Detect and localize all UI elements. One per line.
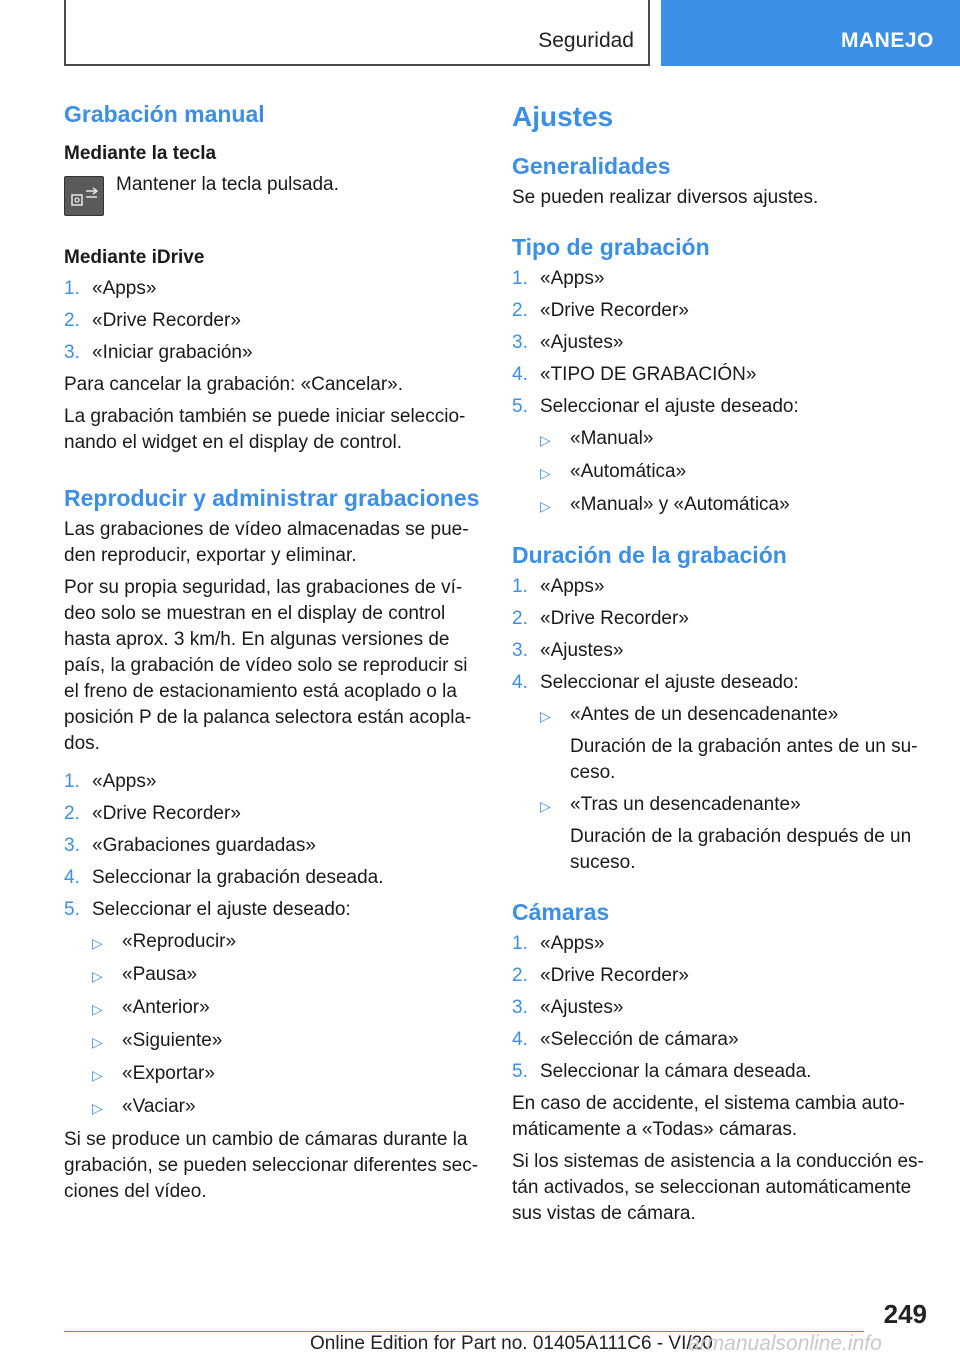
- list-item: 2. «Drive Recorder»: [64, 310, 241, 331]
- list-item: ▷ «Vaciar»: [92, 1094, 480, 1121]
- list-item: 2. «Drive Recorder»: [512, 300, 689, 321]
- list-item: 1. «Apps»: [512, 576, 605, 597]
- header-chapter-tab: [661, 0, 960, 66]
- triangle-bullet-icon: ▷: [540, 432, 551, 448]
- list-item: 4. Seleccionar el ajuste deseado:: [512, 672, 799, 693]
- triangle-bullet-icon: ▷: [540, 798, 551, 814]
- widget-text: La grabación también se puede iniciar seleccio‐ nando el widget en el display de control.: [64, 406, 466, 453]
- header-section-title: Seguridad: [538, 29, 634, 52]
- recording-type-title: Tipo de grabación: [512, 234, 710, 260]
- list-item: 3. «Ajustes»: [512, 997, 624, 1018]
- list-item: 1. «Apps»: [512, 268, 605, 289]
- list-item: 4. «Selección de cámara»: [512, 1029, 739, 1050]
- cancel-text: Para cancelar la grabación: «Cancelar».: [64, 374, 404, 395]
- list-item: 2. «Drive Recorder»: [64, 803, 241, 824]
- list-item: 5. Seleccionar la cámara deseada.: [512, 1061, 812, 1082]
- list-item: 1. «Apps»: [512, 933, 605, 954]
- list-item: 4. «TIPO DE GRABACIÓN»: [512, 364, 757, 385]
- playback-options: [92, 929, 480, 1121]
- footer-edition: Online Edition for Part no. 01405A111C6 - VI/20: [310, 1333, 713, 1354]
- triangle-bullet-icon: ▷: [92, 1001, 103, 1017]
- right-column: [512, 100, 932, 1249]
- duration-title: Duración de la grabación: [512, 542, 787, 568]
- settings-title: Ajustes: [512, 101, 614, 132]
- triangle-bullet-icon: ▷: [540, 465, 551, 481]
- playback-section: [64, 484, 480, 1205]
- list-item: ▷ «Automática»: [540, 459, 932, 486]
- triangle-bullet-icon: ▷: [92, 1100, 103, 1116]
- duration-steps: [512, 574, 932, 696]
- general-section: [512, 152, 932, 211]
- list-item: ▷ «Tras un desencadenante» Duración de la grabación después de un suceso.: [540, 792, 932, 876]
- list-item: 3. «Iniciar grabación»: [64, 342, 253, 363]
- list-item: 2. «Drive Recorder»: [512, 965, 689, 986]
- watermark: armanualsonline.info: [688, 1332, 882, 1355]
- list-item: 3. «Ajustes»: [512, 332, 624, 353]
- key-instruction: [64, 176, 480, 216]
- idrive-heading: Mediante iDrive: [64, 247, 205, 268]
- list-item: 3. «Grabaciones guardadas»: [64, 835, 316, 856]
- triangle-bullet-icon: ▷: [92, 968, 103, 984]
- playback-steps: [64, 769, 480, 923]
- list-item: 1. «Apps»: [64, 771, 157, 792]
- list-item: ▷ «Siguiente»: [92, 1028, 480, 1055]
- list-item: ▷ «Reproducir»: [92, 929, 480, 956]
- list-item: ▷ «Antes de un desencadenante» Duración de la grabación antes de un su‐ ceso.: [540, 702, 932, 786]
- duration-options: [540, 702, 932, 876]
- list-item: 5. Seleccionar el ajuste deseado:: [64, 899, 351, 920]
- page-number: 249: [883, 1299, 927, 1329]
- recording-type-options: [540, 426, 932, 519]
- list-item: 3. «Ajustes»: [512, 640, 624, 661]
- recording-type-section: [512, 233, 932, 519]
- accident-text: En caso de accidente, el sistema cambia auto‐ máticamente a «Todas» cámaras.: [512, 1093, 905, 1140]
- list-item: 2. «Drive Recorder»: [512, 608, 689, 629]
- triangle-bullet-icon: ▷: [540, 708, 551, 724]
- recording-type-steps: [512, 266, 932, 420]
- list-item: ▷ «Pausa»: [92, 962, 480, 989]
- cameras-section: [512, 898, 932, 1227]
- list-item: 1. «Apps»: [64, 278, 157, 299]
- general-text: Se pueden realizar diversos ajustes.: [512, 187, 819, 208]
- recorder-key-icon: [64, 176, 104, 216]
- idrive-steps: [64, 276, 480, 366]
- duration-section: [512, 541, 932, 876]
- list-item: ▷ «Manual»: [540, 426, 932, 453]
- header-section-box: [64, 0, 650, 66]
- list-item: 5. Seleccionar el ajuste deseado:: [512, 396, 799, 417]
- left-column: [64, 100, 480, 1227]
- list-item: ▷ «Exportar»: [92, 1061, 480, 1088]
- cameras-steps: [512, 931, 932, 1085]
- triangle-bullet-icon: ▷: [92, 935, 103, 951]
- triangle-bullet-icon: ▷: [92, 1067, 103, 1083]
- camera-change-text: Si se produce un cambio de cámaras durante la grabación, se pueden seleccionar diferentes sec‐ ciones del vídeo.: [64, 1129, 479, 1202]
- playback-intro: Las grabaciones de vídeo almacenadas se pue‐ den reproducir, exportar y eliminar.: [64, 519, 469, 566]
- triangle-bullet-icon: ▷: [540, 498, 551, 514]
- manual-recording-section: [64, 100, 480, 456]
- cameras-title: Cámaras: [512, 899, 610, 925]
- playback-title: Reproducir y administrar grabaciones: [64, 485, 480, 511]
- general-title: Generalidades: [512, 153, 671, 179]
- playback-safety-text: Por su propia seguridad, las grabaciones de ví‐ deo solo se muestran en el display de control hasta aprox. 3 km/h. En algunas versiones de país, la grabación de vídeo solo se reproducir si el freno de estacionamiento está acoplado o la posición P de la palanca selectora están acopla‐ dos.: [64, 577, 472, 754]
- list-item: ▷ «Manual» y «Automática»: [540, 492, 932, 519]
- key-instruction-text: Mantener la tecla pulsada.: [116, 174, 339, 195]
- manual-recording-title: Grabación manual: [64, 101, 265, 127]
- list-item: ▷ «Anterior»: [92, 995, 480, 1022]
- triangle-bullet-icon: ▷: [92, 1034, 103, 1050]
- key-heading: Mediante la tecla: [64, 143, 217, 164]
- header-chapter-label: MANEJO: [841, 29, 934, 52]
- list-item: 4. Seleccionar la grabación deseada.: [64, 867, 384, 888]
- assist-text: Si los sistemas de asistencia a la conducción es‐ tán activados, se seleccionan automáticamente sus vistas de cámara.: [512, 1151, 924, 1224]
